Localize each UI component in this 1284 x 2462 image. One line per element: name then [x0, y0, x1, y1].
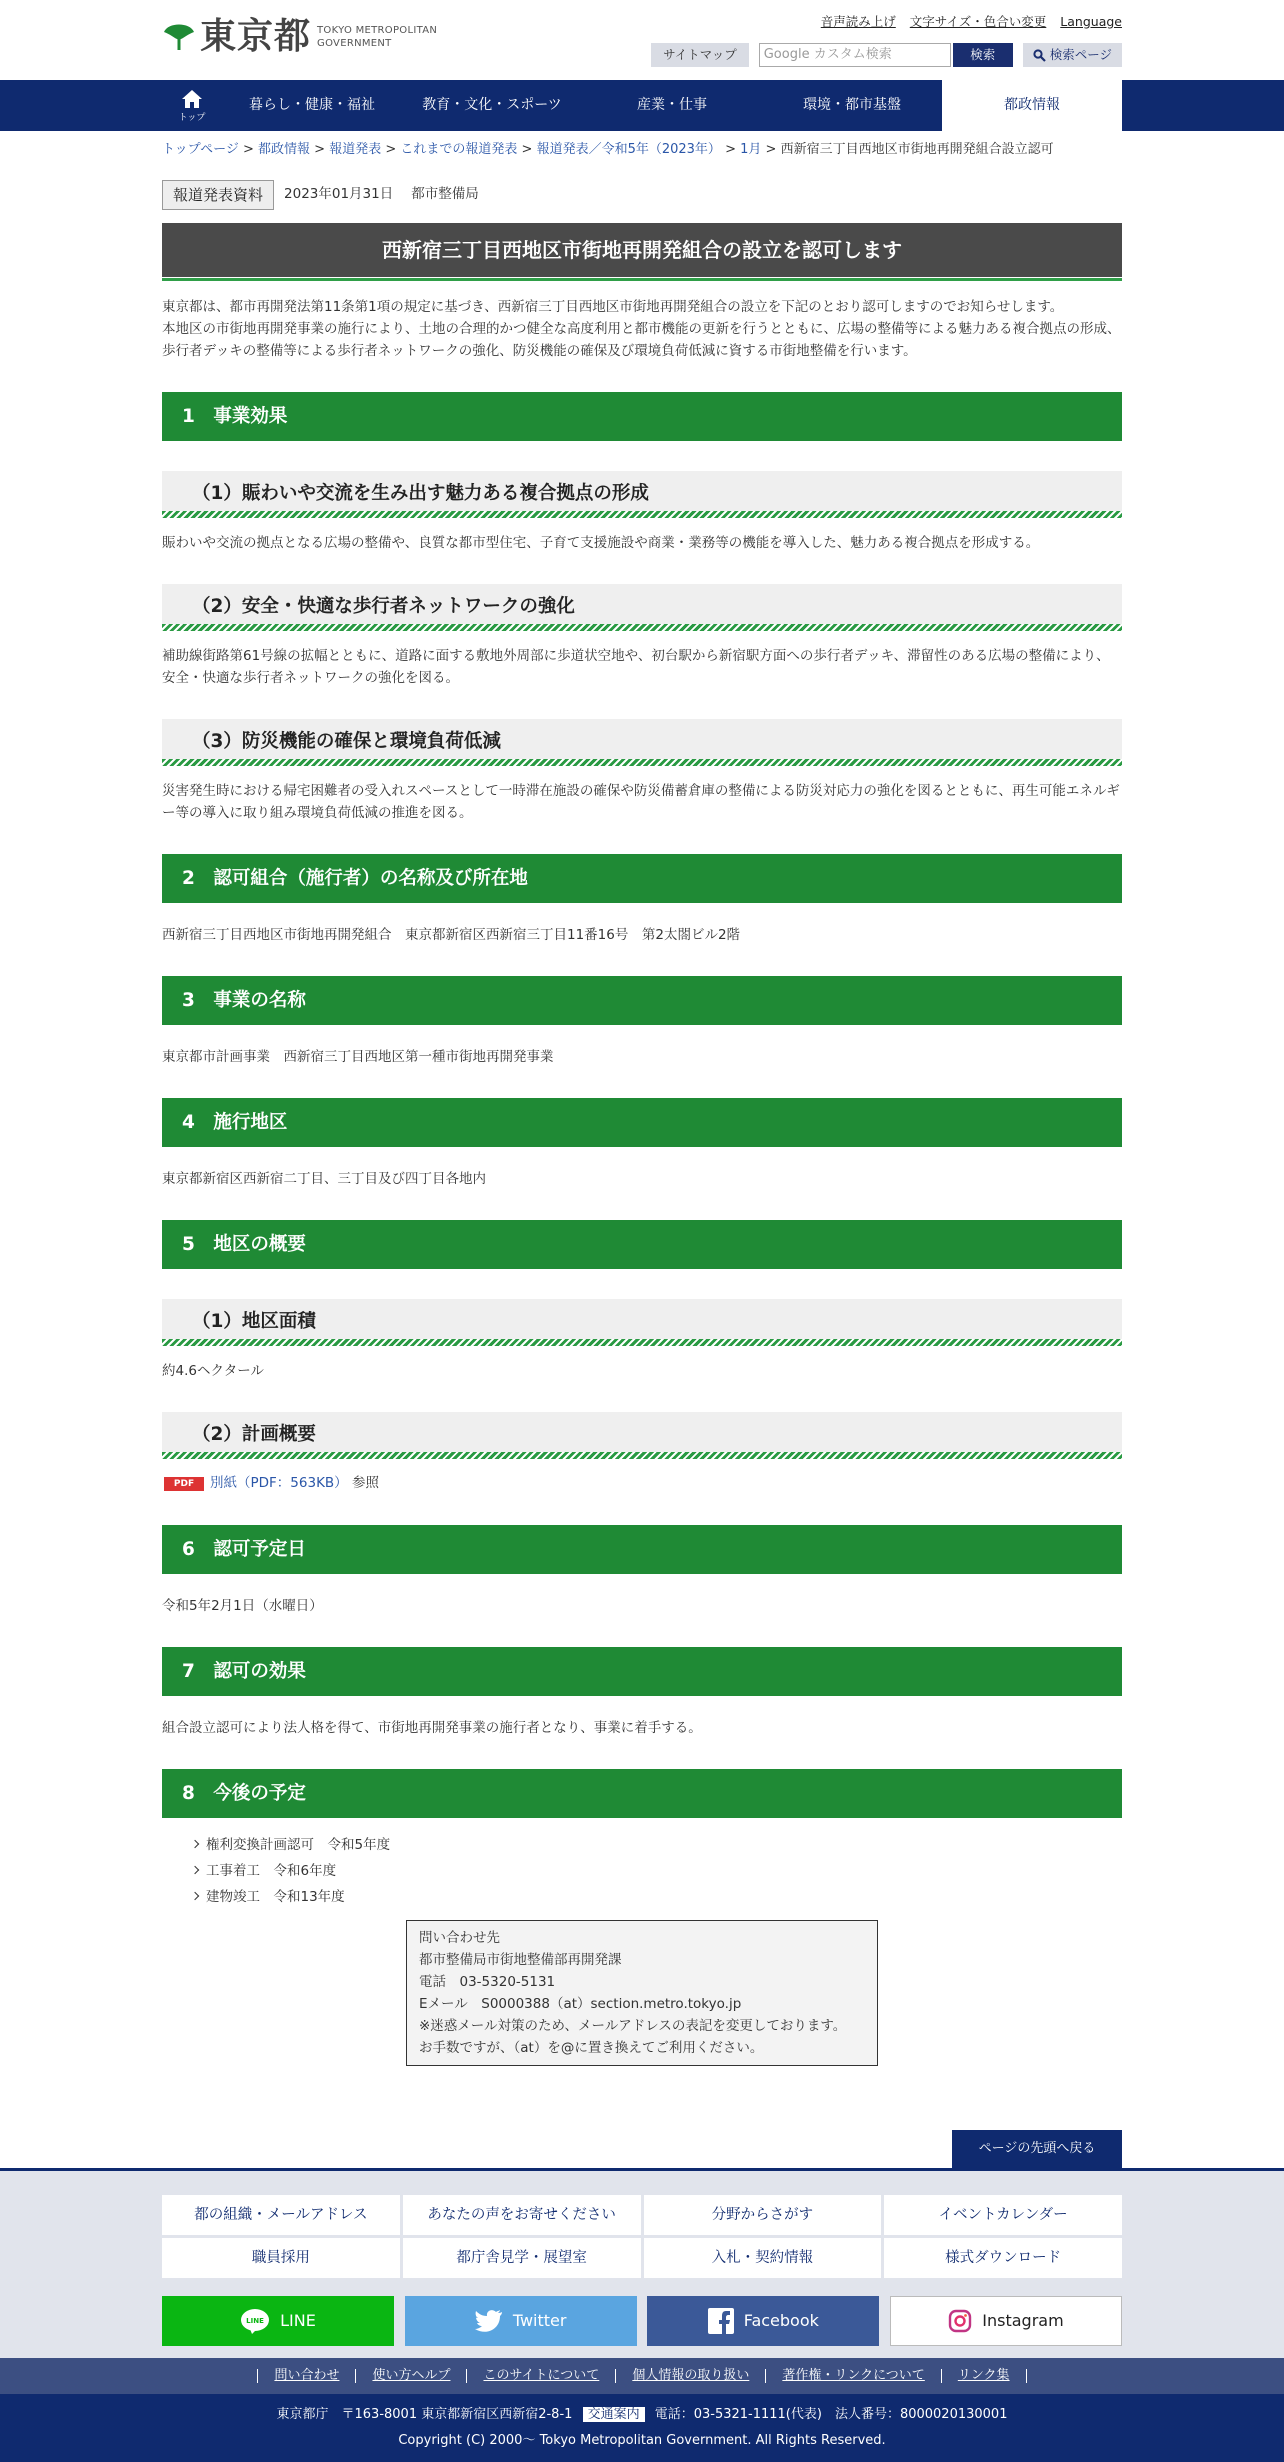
- nav-item-education-culture[interactable]: 教育・文化・スポーツ: [422, 97, 562, 113]
- language-link[interactable]: Language: [1060, 14, 1122, 29]
- back-to-top-button[interactable]: ページの先頭へ戻る: [952, 2130, 1122, 2168]
- sns-links: [162, 2296, 1122, 2346]
- nav-item-industry-work[interactable]: 産業・仕事: [637, 97, 707, 113]
- footer-link-recruit[interactable]: 職員採用: [162, 2238, 400, 2278]
- nav-home-label: トップ: [178, 113, 206, 123]
- footer-nav-copyright[interactable]: 著作権・リンクについて: [765, 2369, 940, 2383]
- search-input[interactable]: Google カスタム検索: [759, 43, 951, 67]
- section-5-1-heading: （1）地区面積: [162, 1299, 1122, 1339]
- footer-nav-linklist[interactable]: リンク集: [941, 2369, 1027, 2383]
- section-7-heading: 7 認可の効果: [162, 1647, 1122, 1696]
- address-line: [0, 2402, 1284, 2428]
- twitter-bird-icon: [475, 2309, 503, 2333]
- ginkgo-logo-icon: [162, 20, 196, 54]
- line-icon: [240, 2307, 270, 2335]
- breadcrumb-top[interactable]: トップページ: [162, 142, 239, 157]
- section-8-heading: 8 今後の予定: [162, 1769, 1122, 1818]
- logo-english: [317, 24, 437, 50]
- facebook-icon: [708, 2308, 734, 2334]
- title-underline: [162, 277, 1122, 281]
- header-utility-links: [821, 12, 1122, 32]
- logo-title: 東京都: [200, 16, 312, 57]
- pdf-icon: PDF: [164, 1477, 204, 1491]
- svg-text:LINE: LINE: [246, 2317, 264, 2325]
- facebook-label: Facebook: [743, 2311, 819, 2330]
- breadcrumb-current: 西新宿三丁目西地区市街地再開発組合設立認可: [780, 142, 1054, 157]
- breadcrumb: トップページ > 都政情報 > 報道発表 > これまでの報道発表 > 報道発表／令和5年（2023年） > 1月 > 西新宿三丁目西地区市街地再開発組合設立認可: [162, 142, 1054, 157]
- intro-paragraph-2: 本地区の市街地再開発事業の施行により、土地の合理的かつ健全な高度利用と都市機能の更新を行うとともに、広場の整備等による魅力ある複合拠点の形成、歩行者デッキの整備等による歩行者ネットワークの強化、防災機能の確保及び環境負荷低減に資する市街地整備を行います。: [162, 321, 1121, 359]
- contact-note-1: ※迷惑メール対策のため、メールアドレスの表記を変更しております。: [419, 2017, 847, 2034]
- contact-heading: 問い合わせ先: [419, 1929, 500, 1946]
- contact-phone: 電話 03-5320-5131: [419, 1973, 556, 1990]
- release-tag: 報道発表資料: [162, 180, 274, 210]
- section-6-heading: 6 認可予定日: [162, 1525, 1122, 1574]
- section-7-text: 組合設立認可により法人格を得て、市街地再開発事業の施行者となり、事業に着手する。: [162, 1719, 702, 1736]
- instagram-icon: [948, 2309, 972, 2333]
- section-6-text: 令和5年2月1日（水曜日）: [162, 1597, 323, 1614]
- address-text: 東京都庁 〒163-8001 東京都新宿区西新宿2-8-1: [276, 2407, 573, 2422]
- section-1-3-text: 災害発生時における帰宅困難者の受入れスペースとして一時滞在施設の確保や防災備蓄倉庫の整備による防災対応力の強化を図るとともに、再生可能エネルギー等の導入に取り組み環境負荷低減の推進を図る。: [162, 783, 1120, 821]
- footer-link-forms[interactable]: 様式ダウンロード: [884, 2238, 1122, 2278]
- copyright-text: Copyright (C) 2000～ Tokyo Metropolitan Government. All Rights Reserved.: [398, 2433, 886, 2448]
- phone-text: 電話：03-5321-1111(代表) 法人番号：8000020130001: [654, 2407, 1008, 2422]
- pdf-link[interactable]: 別紙（PDF：563KB）: [210, 1475, 348, 1491]
- section-3-text: 東京都市計画事業 西新宿三丁目西地区第一種市街地再開発事業: [162, 1049, 554, 1065]
- section-1-1-heading: （1）賑わいや交流を生み出す魅力ある複合拠点の形成: [162, 471, 1122, 511]
- footer-link-organization[interactable]: 都の組織・メールアドレス: [162, 2195, 400, 2235]
- breadcrumb-gov-info[interactable]: 都政情報: [258, 142, 311, 157]
- nav-item-environment[interactable]: 環境・都市基盤: [803, 97, 901, 113]
- voice-reader-link[interactable]: 音声読み上げ: [820, 14, 896, 29]
- search-page-button[interactable]: [1023, 43, 1122, 67]
- sitemap-button[interactable]: サイトマップ: [651, 43, 749, 67]
- breadcrumb-press[interactable]: 報道発表: [329, 142, 382, 157]
- footer-link-by-field[interactable]: 分野からさがす: [644, 2195, 882, 2235]
- section-5-2-heading: （2）計画概要: [162, 1412, 1122, 1452]
- section-4-heading: 4 施行地区: [162, 1098, 1122, 1147]
- footer-link-grid: [162, 2195, 1122, 2278]
- section-5-heading: 5 地区の概要: [162, 1220, 1122, 1269]
- breadcrumb-past-press[interactable]: これまでの報道発表: [400, 142, 518, 157]
- section-2-heading: 2 認可組合（施行者）の名称及び所在地: [162, 854, 1122, 903]
- section-1-2-heading: （2）安全・快適な歩行者ネットワークの強化: [162, 584, 1122, 624]
- list-item: 権利変換計画認可 令和5年度: [192, 1832, 1122, 1858]
- section-3-heading: 3 事業の名称: [162, 976, 1122, 1025]
- footer-nav: [0, 2358, 1284, 2394]
- section-1-1-text: 賑わいや交流の拠点となる広場の整備や、良質な都市型住宅、子育て支援施設や商業・業務等の機能を導入した、魅力ある複合拠点を形成する。: [162, 535, 1040, 551]
- logo-english-line2: GOVERNMENT: [317, 38, 392, 49]
- footer-link-feedback[interactable]: あなたの声をお寄せください: [403, 2195, 641, 2235]
- home-icon: [181, 89, 203, 109]
- page-title: 西新宿三丁目西地区市街地再開発組合の設立を認可します: [162, 223, 1122, 277]
- pdf-attachment: [162, 1473, 1122, 1495]
- release-meta: [162, 179, 1122, 211]
- contact-department: 都市整備局市街地整備部再開発課: [419, 1951, 622, 1968]
- section-4-text: 東京都新宿区西新宿二丁目、三丁目及び四丁目各地内: [162, 1171, 486, 1187]
- twitter-button[interactable]: [405, 2296, 637, 2346]
- footer-nav-privacy[interactable]: 個人情報の取り扱い: [615, 2369, 765, 2383]
- footer-nav-about[interactable]: このサイトについて: [466, 2369, 615, 2383]
- footer-links-area: [0, 2168, 1284, 2358]
- list-item: 工事着工 令和6年度: [192, 1858, 1122, 1884]
- logo-english-line1: TOKYO METROPOLITAN: [317, 25, 438, 36]
- search-button[interactable]: 検索: [953, 43, 1013, 67]
- contact-box: [406, 1920, 878, 2066]
- text-size-color-link[interactable]: 文字サイズ・色合い変更: [909, 14, 1047, 29]
- list-item: 建物竣工 令和13年度: [192, 1884, 1122, 1910]
- main-content: [162, 131, 1122, 2066]
- release-department: 都市整備局: [411, 186, 479, 203]
- release-date: 2023年01月31日: [284, 186, 394, 203]
- nav-item-government-info[interactable]: 都政情報: [942, 80, 1122, 131]
- section-1-2-text: 補助線街路第61号線の拡幅とともに、道路に面する敷地外周部に歩道状空地や、初台駅から新宿駅方面への歩行者デッキ、滞留性のある広場の整備により、安全・快適な歩行者ネットワークの強化を図る。: [162, 648, 1110, 686]
- line-button[interactable]: [162, 2296, 394, 2346]
- site-logo[interactable]: [162, 18, 437, 56]
- schedule-list: [162, 1832, 1122, 1910]
- footer-address: [0, 2394, 1284, 2462]
- search-icon: [1033, 49, 1046, 62]
- footer-nav-contact[interactable]: 問い合わせ: [257, 2369, 355, 2383]
- footer-nav-help[interactable]: 使い方ヘルプ: [355, 2369, 466, 2383]
- site-header: [0, 0, 1284, 80]
- intro-paragraph-1: 東京都は、都市再開発法第11条第1項の規定に基づき、西新宿三丁目西地区市街地再開発組合の設立を下記のとおり認可しますのでお知らせします。: [162, 299, 1064, 315]
- search-page-label: 検索ページ: [1049, 47, 1112, 62]
- footer-link-events[interactable]: イベントカレンダー: [884, 2195, 1122, 2235]
- section-1-heading: 1 事業効果: [162, 392, 1122, 441]
- footer-link-bidding[interactable]: 入札・契約情報: [644, 2238, 882, 2278]
- global-nav: [0, 80, 1284, 131]
- section-2-text: 西新宿三丁目西地区市街地再開発組合 東京都新宿区西新宿三丁目11番16号 第2太閤ビル2階: [162, 927, 741, 943]
- traffic-guide-link[interactable]: 交通案内: [583, 2407, 645, 2422]
- instagram-label: Instagram: [982, 2311, 1064, 2330]
- line-label: LINE: [280, 2311, 316, 2330]
- section-1-3-heading: （3）防災機能の確保と環境負荷低減: [162, 719, 1122, 759]
- breadcrumb-january[interactable]: 1月: [740, 142, 762, 157]
- breadcrumb-press-2023[interactable]: 報道発表／令和5年（2023年）: [536, 142, 721, 157]
- site-footer: [0, 2168, 1284, 2462]
- nav-item-life-health[interactable]: 暮らし・健康・福祉: [249, 97, 375, 113]
- header-search: [651, 43, 1122, 67]
- contact-email: Eメール S0000388（at）section.metro.tokyo.jp: [419, 1995, 742, 2012]
- facebook-button[interactable]: [647, 2296, 879, 2346]
- contact-note-2: お手数ですが、（at）を@に置き換えてご利用ください。: [419, 2039, 764, 2056]
- section-5-1-text: 約4.6ヘクタール: [162, 1363, 264, 1379]
- instagram-button[interactable]: [890, 2296, 1122, 2346]
- pdf-suffix: 参照: [351, 1475, 379, 1491]
- footer-link-tour[interactable]: 都庁舎見学・展望室: [403, 2238, 641, 2278]
- nav-home[interactable]: [162, 80, 222, 131]
- twitter-label: Twitter: [512, 2311, 567, 2330]
